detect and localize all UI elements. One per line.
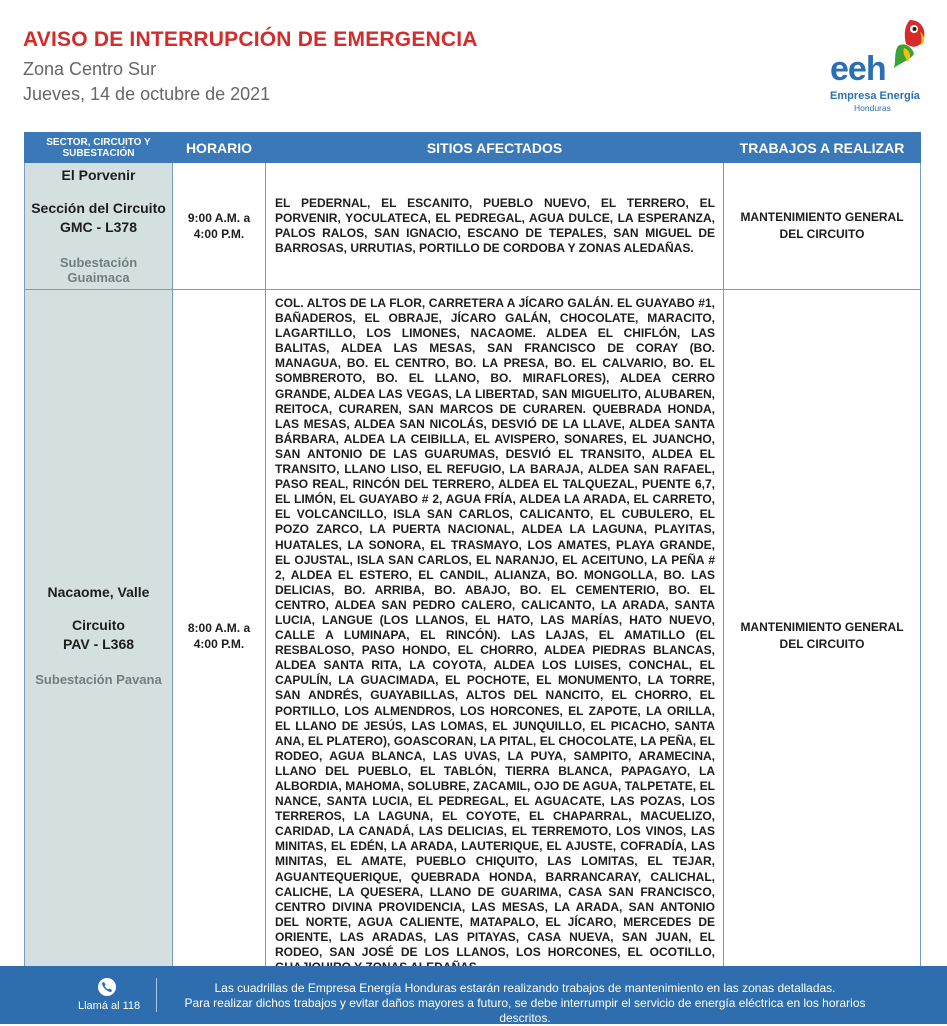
- affected-sites-cell: COL. ALTOS DE LA FLOR, CARRETERA A JÍCARO GALÁN. EL GUAYABO #1, BAÑADEROS, EL OBRAJE, JÍCARO GALÁN, CHOCOLATE, MARACITO, LAGARTILLO, LOS LIMONES, NACAOME. ALDEA EL CHIFLÓN, LAS BALITAS, ALDEA LAS MESAS, SAN FRANCISCO DE CORAY (BO. MANAGUA, BO. EL CENTRO, BO. LA PRESA, BO. EL CALVARIO, BO. EL SOMBREROTO, BO. EL LLANO, BO. MIRAFLORES), ALDEA CERRO GRANDE, ALDEA LAS VEGAS, LA LIBERTAD, SAN MIGUELITO, ALUBAREN, REITOCA, CURAREN, SAN MARCOS DE CURAREN. QUEBRADA HONDA, LAS MESAS, ALDEA SAN NICOLÁS, DESVIÓ DE LA LLAVE, ALDEA SANTA BÁRBARA, ALDEA LA CEIBILLA, EL AVISPERO, SONARES, EL JUANCHO, SAN ANTONIO DE LAS GUARUMAS, DESVIÓ EL TRANSITO, ALDEA EL TRANSITO, LLANO LISO, EL REFUGIO, LA BARAJA, ALDEA SAN RAFAEL, PASO REAL, RINCÓN DEL TERRERO, ALDEA EL TALQUEZAL, PUENTE 6,7, EL LIMÓN, EL GUAYABO # 2, AGUA FRÍA, ALDEA LA ARADA, EL CARRETO, EL VOLCANCILLO, ISLA SAN CARLOS, CALICANTO, EL CUBULERO, EL POZO ZARCO, LA PUERTA NACIONAL, ALDEA LA LAGUNA, PLAYITAS, HUATALES, LA SONORA, EL TRASMAYO, LOS AMATES, PLAYA GRANDE, EL OJUSTAL, ISLA SAN CARLOS, EL NARANJO, EL ACEITUNO, LA PEÑA # 2, ALDEA EL ESTERO, EL CANDIL, ALIANZA, BO. MONGOLLA, BO. LAS DELICIAS, BO. ARRIBA, BO. ABAJO, BO. EL CEMENTERIO, BO. EL CENTRO, ALDEA SAN PEDRO CALERO, CALICANTO, LA ARADA, SANTA LUCIA, LANGUE (LOS LLANOS, EL HATO, LAS MARÍAS, HATO NUEVO, CALLE A LUMINAPA, EL RINCÓN). LAS LAJAS, EL AMATILLO (EL RESBALOSO, PASO HONDO, EL CHORRO, ALDEA PIEDRAS BLANCAS, ALDEA SANTA RITA, LA COYOTA, ALDEA LOS LUISES, CONCHAL, EL CAPULÍN, LA GUACIMADA, EL POCHOTE, EL MONUMENTO, LA TORRE, SAN ANDRÉS, GUAYABILLAS, ALTOS DEL NANCITO, EL CHORRO, EL PORTILLO, LOS ALMENDROS, LOS HORCONES, EL ZAPOTE, LA ORILLA, EL LLANO DE JESÚS, LAS LOMAS, EL JUNQUILLO, EL PICACHO, SANTA ANA, EL PLATERO), GOASCORAN, LA PITAL, EL CHOCOLATE, LA PEÑA, EL RODEO, AGUA BLANCA, LAS UVAS, LA PUYA, SAMPITO, ARAMECINA, LLANO DEL PUEBLO, EL TABLÓN, TIERRA BLANCA, PAPAGAYO, LA ALBORDIA, MAHOMA, SOLUBRE, ZACAMIL, OJO DE AGUA, TALPETATE, EL NANCE, SANTA LUCIA, EL PEDREGAL, EL AGUACATE, LAS POZAS, LOS TERREROS, LA LAGUNA, EL COYOTE, EL CHAPARRAL, MACUELIZO, CARIDAD, LA CANADÁ, LAS DELICIAS, EL TERREMOTO, LOS VINOS, LAS MINITAS, EL EDÉN, LA ARADA, LAUTERIQUE, EL AJUSTE, COFRADÍA, LAS MINITAS, EL AMATE, PUEBLO CHIQUITO, LAS LOMITAS, EL TEJAR, AGUANTEQUERIQUE, QUEBRADA HONDA, BARRANCARAY, CALICHAL, CALICHE, LA QUESERA, LLANO DE GUARIMA, CASA SAN FRANCISCO, CENTRO DIVINA PROVIDENCIA, LAS MESAS, LA ARADA, SAN ANTONIO DEL NORTE, AGUA CALIENTE, MATAPALO, EL JÍCARO, MERCEDES DE ORIENTE, LAS ARADAS, LAS PITAYAS, CASA NUEVA, SAN JUAN, EL RODEO, SAN JOSÉ DE LOS LLANOS, LOS HORCONES, EL OCOTILLO,: [266, 290, 724, 982]
- affected-sites-cell: EL PEDERNAL, EL ESCANITO, PUEBLO NUEVO, EL TERRERO, EL PORVENIR, YOCULATECA, EL PEDREGAL, AGUA DULCE, LA ESPERANZA, PALOS RALOS, SAN IGNACIO, ESCANO DE TEPALES, SAN MIGUEL DE BARROSAS, URRUTIAS, PORTILLO DE CORDOBA Y ZONAS ALEDAÑAS.: [266, 163, 724, 290]
- substation-name: Subestación Pavana: [35, 672, 162, 688]
- work-line-2: DEL CIRCUITO: [779, 227, 865, 241]
- work-line-1: MANTENIMIENTO GENERAL: [740, 619, 904, 634]
- circuit-code: GMC - L378: [59, 219, 137, 235]
- date-label: Jueves, 14 de octubre de 2021: [23, 84, 271, 104]
- circuit-code: PAV - L368: [62, 636, 135, 653]
- footer-note-line-2: Para realizar dichos trabajos y evitar daños mayores a futuro, se debe interrumpir el servicio de energía eléctrica en los horarios descritos.: [184, 996, 866, 1025]
- sector-name: Nacaome, Valle: [47, 584, 150, 601]
- footer-bar: [0, 966, 947, 1024]
- footer-note: [165, 981, 885, 1026]
- schedule-cell: [173, 290, 266, 982]
- header-schedule: HORARIO: [173, 133, 266, 163]
- phone-icon: [98, 978, 116, 996]
- work-cell: [724, 163, 921, 290]
- work-line-1: MANTENIMIENTO GENERAL: [740, 210, 904, 224]
- eeh-logo: [828, 14, 928, 113]
- work-line-2: DEL CIRCUITO: [779, 636, 865, 651]
- time-end: 4:00 P.M.: [193, 227, 245, 241]
- substation-name: Subestación Guaimaca: [59, 255, 138, 285]
- work-cell: [724, 290, 921, 982]
- call-label: Llamá al 118: [78, 1000, 141, 1012]
- footer-divider: [156, 978, 157, 1012]
- sector-name: El Porvenir: [61, 167, 136, 183]
- notice-header: [0, 0, 947, 132]
- table-row: [25, 290, 921, 982]
- table-row: [25, 163, 921, 290]
- circuit-label: Sección del Circuito: [31, 200, 166, 216]
- zone-label: Zona Centro Sur: [23, 59, 157, 79]
- schedule-cell: [173, 163, 266, 290]
- circuit-label: Circuito: [72, 617, 125, 634]
- sector-cell: [25, 163, 173, 290]
- logo-company-name: Empresa Energía: [830, 90, 920, 102]
- header-sites: SITIOS AFECTADOS: [266, 133, 724, 163]
- logo-country: Honduras: [854, 103, 891, 113]
- parrot-icon: [880, 18, 926, 70]
- time-start: 9:00 A.M. a: [187, 211, 251, 225]
- logo-wordmark: eeh: [830, 50, 886, 88]
- header-sector: SECTOR, CIRCUITO Y SUBESTACIÓN: [25, 133, 173, 163]
- footer-note-line-1: Las cuadrillas de Empresa Energía Honduras estarán realizando trabajos de mantenimiento en las zonas detalladas.: [214, 981, 836, 995]
- outage-table: [24, 132, 921, 982]
- time-end: 4:00 P.M.: [193, 636, 245, 651]
- time-start: 8:00 A.M. a: [187, 620, 251, 635]
- sector-cell: [25, 290, 173, 982]
- table-header-row: [25, 133, 921, 163]
- header-work: TRABAJOS A REALIZAR: [724, 133, 921, 163]
- notice-title: AVISO DE INTERRUPCIÓN DE EMERGENCIA: [23, 28, 478, 51]
